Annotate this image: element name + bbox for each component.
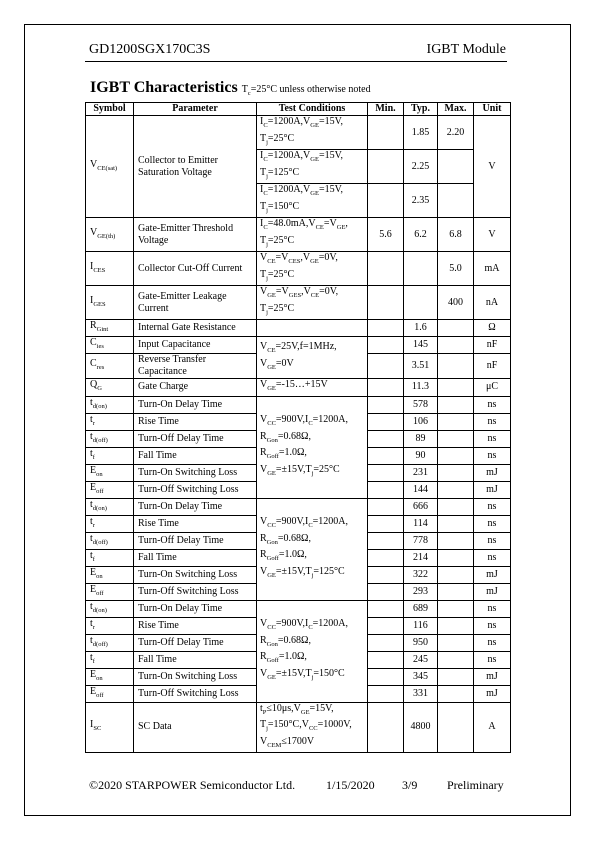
symbol-cell: $E_{on}$: [86, 668, 134, 685]
max-cell: [438, 702, 474, 753]
min-cell: [368, 549, 404, 566]
typ-cell: 1.6: [404, 320, 438, 337]
max-cell: [438, 668, 474, 685]
min-cell: [368, 354, 404, 379]
symbol-cell: $E_{on}$: [86, 464, 134, 481]
conditions-cell: $t_P\le 10\mu s,V_{GE}=15V$, $T_j=150^\circ C,V_{CC}=1000V$, $V_{CEM}\le 1700V$: [257, 702, 368, 753]
unit-cell: nF: [474, 354, 511, 379]
typ-cell: 89: [404, 430, 438, 447]
parameter-cell: Turn-Off Delay Time: [134, 430, 257, 447]
typ-cell: 6.2: [404, 218, 438, 252]
min-cell: [368, 515, 404, 532]
max-cell: [438, 354, 474, 379]
unit-cell: nF: [474, 337, 511, 354]
table-row: [86, 252, 511, 286]
symbol-cell: $E_{off}$: [86, 583, 134, 600]
unit-cell: mA: [474, 252, 511, 286]
min-cell: [368, 252, 404, 286]
symbol-cell: $Q_G$: [86, 379, 134, 397]
unit-cell: mJ: [474, 583, 511, 600]
unit-cell: mJ: [474, 668, 511, 685]
typ-cell: 116: [404, 617, 438, 634]
parameter-cell: Fall Time: [134, 549, 257, 566]
typ-cell: 4800: [404, 702, 438, 753]
symbol-cell: $I_{SC}$: [86, 702, 134, 753]
col-header-unit: Unit: [474, 103, 511, 116]
unit-cell: ns: [474, 634, 511, 651]
col-header-min: Min.: [368, 103, 404, 116]
unit-cell: V: [474, 116, 511, 218]
typ-cell: 331: [404, 685, 438, 702]
symbol-cell: $t_r$: [86, 515, 134, 532]
symbol-cell: $t_{d(on)}$: [86, 600, 134, 617]
parameter-cell: Turn-On Delay Time: [134, 396, 257, 413]
unit-cell: ns: [474, 515, 511, 532]
min-cell: [368, 634, 404, 651]
unit-cell: ns: [474, 617, 511, 634]
parameter-cell: Gate-Emitter Threshold Voltage: [134, 218, 257, 252]
parameter-cell: Input Capacitance: [134, 337, 257, 354]
typ-cell: 578: [404, 396, 438, 413]
max-cell: [438, 464, 474, 481]
max-cell: 2.20: [438, 116, 474, 150]
max-cell: 6.8: [438, 218, 474, 252]
typ-cell: 11.3: [404, 379, 438, 397]
parameter-cell: Turn-Off Delay Time: [134, 634, 257, 651]
symbol-cell: $t_r$: [86, 413, 134, 430]
symbol-cell: $I_{CES}$: [86, 252, 134, 286]
table-row: [86, 379, 511, 397]
max-cell: [438, 396, 474, 413]
symbol-cell: $t_f$: [86, 651, 134, 668]
typ-cell: 106: [404, 413, 438, 430]
parameter-cell: Turn-On Switching Loss: [134, 566, 257, 583]
unit-cell: μC: [474, 379, 511, 397]
typ-cell: 90: [404, 447, 438, 464]
conditions-cell: $I_C=1200A,V_{GE}=15V$, $T_j=25^\circ C$: [257, 116, 368, 150]
typ-cell: 666: [404, 498, 438, 515]
conditions-cell: $V_{CE}=V_{CES},V_{GE}=0V$, $T_j=25^\circ C$: [257, 252, 368, 286]
unit-cell: nA: [474, 286, 511, 320]
col-header-typ: Typ.: [404, 103, 438, 116]
unit-cell: mJ: [474, 464, 511, 481]
max-cell: [438, 337, 474, 354]
section-condition: $T_c=25^\circ C$ unless otherwise noted: [241, 84, 371, 97]
max-cell: [438, 447, 474, 464]
typ-cell: 114: [404, 515, 438, 532]
table-row: [86, 498, 511, 515]
typ-cell: 245: [404, 651, 438, 668]
min-cell: [368, 702, 404, 753]
symbol-cell: $t_{d(off)}$: [86, 532, 134, 549]
unit-cell: ns: [474, 651, 511, 668]
symbol-cell: $E_{off}$: [86, 685, 134, 702]
max-cell: [438, 532, 474, 549]
conditions-cell: $V_{GE}=V_{GES},V_{CE}=0V$, $T_j=25^\circ C$: [257, 286, 368, 320]
min-cell: [368, 286, 404, 320]
table-row: [86, 337, 511, 354]
unit-cell: mJ: [474, 481, 511, 498]
max-cell: [438, 481, 474, 498]
typ-cell: 145: [404, 337, 438, 354]
max-cell: 400: [438, 286, 474, 320]
parameter-cell: Rise Time: [134, 617, 257, 634]
typ-cell: 144: [404, 481, 438, 498]
unit-cell: mJ: [474, 685, 511, 702]
parameter-cell: SC Data: [134, 702, 257, 753]
typ-cell: 293: [404, 583, 438, 600]
max-cell: [438, 685, 474, 702]
typ-cell: 778: [404, 532, 438, 549]
max-cell: [438, 515, 474, 532]
parameter-cell: Rise Time: [134, 413, 257, 430]
max-cell: [438, 566, 474, 583]
max-cell: [438, 150, 474, 184]
symbol-cell: $R_{Gint}$: [86, 320, 134, 337]
symbol-cell: $I_{GES}$: [86, 286, 134, 320]
symbol-cell: $t_{d(on)}$: [86, 498, 134, 515]
table-row: [86, 218, 511, 252]
max-cell: [438, 184, 474, 218]
col-header-test-conditions: Test Conditions: [257, 103, 368, 116]
parameter-cell: Gate Charge: [134, 379, 257, 397]
table-row: [86, 396, 511, 413]
col-header-symbol: Symbol: [86, 103, 134, 116]
unit-cell: V: [474, 218, 511, 252]
parameter-cell: Internal Gate Resistance: [134, 320, 257, 337]
min-cell: [368, 379, 404, 397]
symbol-cell: $t_{d(on)}$: [86, 396, 134, 413]
max-cell: [438, 634, 474, 651]
min-cell: [368, 668, 404, 685]
parameter-cell: Gate-Emitter Leakage Current: [134, 286, 257, 320]
symbol-cell: $t_{d(off)}$: [86, 634, 134, 651]
footer-date: 1/15/2020: [326, 778, 375, 792]
typ-cell: 231: [404, 464, 438, 481]
section-heading: [90, 79, 371, 97]
min-cell: [368, 685, 404, 702]
min-cell: [368, 320, 404, 337]
igbt-characteristics-table: [85, 102, 511, 753]
min-cell: [368, 447, 404, 464]
symbol-cell: $t_{d(off)}$: [86, 430, 134, 447]
typ-cell: 345: [404, 668, 438, 685]
table-row: [86, 702, 511, 753]
parameter-cell: Turn-Off Switching Loss: [134, 481, 257, 498]
typ-cell: [404, 252, 438, 286]
table-header-row: [86, 103, 511, 116]
unit-cell: ns: [474, 600, 511, 617]
footer-status: Preliminary: [447, 778, 504, 792]
module-type: IGBT Module: [426, 42, 506, 57]
part-number: GD1200SGX170C3S: [89, 42, 211, 57]
table-row: [86, 116, 511, 150]
symbol-cell: $C_{res}$: [86, 354, 134, 379]
table-row: [86, 286, 511, 320]
conditions-cell: $V_{CC}=900V,I_C=1200A$, $R_{Gon}=0.68\Omega$, $R_{Goff}=1.0\Omega$, $V_{GE}=\pm 15V,T_j=25^\circ C$: [257, 396, 368, 498]
symbol-cell: $V_{GE(th)}$: [86, 218, 134, 252]
max-cell: [438, 617, 474, 634]
min-cell: [368, 600, 404, 617]
unit-cell: ns: [474, 447, 511, 464]
conditions-cell: $V_{CC}=900V,I_C=1200A$, $R_{Gon}=0.68\Omega$, $R_{Goff}=1.0\Omega$, $V_{GE}=\pm 15V,T_j=150^\circ C$: [257, 600, 368, 702]
parameter-cell: Turn-Off Switching Loss: [134, 583, 257, 600]
conditions-cell: $V_{GE}=-15\dots+15V$: [257, 379, 368, 397]
symbol-cell: $E_{off}$: [86, 481, 134, 498]
table-row: [86, 600, 511, 617]
col-header-max: Max.: [438, 103, 474, 116]
min-cell: [368, 583, 404, 600]
symbol-cell: $V_{CE(sat)}$: [86, 116, 134, 218]
symbol-cell: $C_{ies}$: [86, 337, 134, 354]
min-cell: [368, 498, 404, 515]
max-cell: [438, 651, 474, 668]
max-cell: [438, 583, 474, 600]
parameter-cell: Rise Time: [134, 515, 257, 532]
conditions-cell: $V_{CE}=25V,f=1MHz$, $V_{GE}=0V$: [257, 337, 368, 379]
min-cell: [368, 651, 404, 668]
unit-cell: ns: [474, 532, 511, 549]
symbol-cell: $t_f$: [86, 549, 134, 566]
footer-copyright: ©2020 STARPOWER Semiconductor Ltd.: [89, 778, 296, 792]
typ-cell: 689: [404, 600, 438, 617]
unit-cell: ns: [474, 549, 511, 566]
typ-cell: 322: [404, 566, 438, 583]
max-cell: [438, 549, 474, 566]
col-header-parameter: Parameter: [134, 103, 257, 116]
min-cell: [368, 617, 404, 634]
min-cell: [368, 464, 404, 481]
unit-cell: ns: [474, 498, 511, 515]
min-cell: [368, 430, 404, 447]
parameter-cell: Collector Cut-Off Current: [134, 252, 257, 286]
section-title: IGBT Characteristics: [90, 79, 238, 96]
parameter-cell: Collector to Emitter Saturation Voltage: [134, 116, 257, 218]
parameter-cell: Turn-Off Switching Loss: [134, 685, 257, 702]
parameter-cell: Turn-On Delay Time: [134, 498, 257, 515]
max-cell: [438, 320, 474, 337]
conditions-cell: $V_{CC}=900V,I_C=1200A$, $R_{Gon}=0.68\Omega$, $R_{Goff}=1.0\Omega$, $V_{GE}=\pm 15V,T_j=125^\circ C$: [257, 498, 368, 600]
parameter-cell: Turn-Off Delay Time: [134, 532, 257, 549]
parameter-cell: Reverse Transfer Capacitance: [134, 354, 257, 379]
unit-cell: A: [474, 702, 511, 753]
header-rule: [85, 61, 507, 62]
parameter-cell: Turn-On Switching Loss: [134, 668, 257, 685]
typ-cell: 1.85: [404, 116, 438, 150]
unit-cell: ns: [474, 396, 511, 413]
parameter-cell: Fall Time: [134, 651, 257, 668]
symbol-cell: $t_f$: [86, 447, 134, 464]
min-cell: [368, 184, 404, 218]
parameter-cell: Turn-On Switching Loss: [134, 464, 257, 481]
parameter-cell: Turn-On Delay Time: [134, 600, 257, 617]
conditions-cell: $I_C=48.0mA,V_{CE}=V_{GE}$, $T_j=25^\circ C$: [257, 218, 368, 252]
typ-cell: 2.35: [404, 184, 438, 218]
min-cell: 5.6: [368, 218, 404, 252]
typ-cell: 2.25: [404, 150, 438, 184]
min-cell: [368, 532, 404, 549]
footer-page-number: 3/9: [402, 778, 418, 792]
unit-cell: ns: [474, 413, 511, 430]
min-cell: [368, 337, 404, 354]
unit-cell: ns: [474, 430, 511, 447]
typ-cell: 3.51: [404, 354, 438, 379]
max-cell: [438, 379, 474, 397]
typ-cell: 950: [404, 634, 438, 651]
conditions-cell: $I_C=1200A,V_{GE}=15V$, $T_j=125^\circ C$: [257, 150, 368, 184]
typ-cell: 214: [404, 549, 438, 566]
max-cell: [438, 600, 474, 617]
min-cell: [368, 150, 404, 184]
min-cell: [368, 566, 404, 583]
min-cell: [368, 481, 404, 498]
unit-cell: Ω: [474, 320, 511, 337]
max-cell: 5.0: [438, 252, 474, 286]
max-cell: [438, 498, 474, 515]
table-row: [86, 320, 511, 337]
max-cell: [438, 430, 474, 447]
unit-cell: mJ: [474, 566, 511, 583]
typ-cell: [404, 286, 438, 320]
symbol-cell: $t_r$: [86, 617, 134, 634]
min-cell: [368, 116, 404, 150]
conditions-cell: $I_C=1200A,V_{GE}=15V$, $T_j=150^\circ C$: [257, 184, 368, 218]
symbol-cell: $E_{on}$: [86, 566, 134, 583]
min-cell: [368, 413, 404, 430]
parameter-cell: Fall Time: [134, 447, 257, 464]
min-cell: [368, 396, 404, 413]
conditions-cell: [257, 320, 368, 337]
max-cell: [438, 413, 474, 430]
